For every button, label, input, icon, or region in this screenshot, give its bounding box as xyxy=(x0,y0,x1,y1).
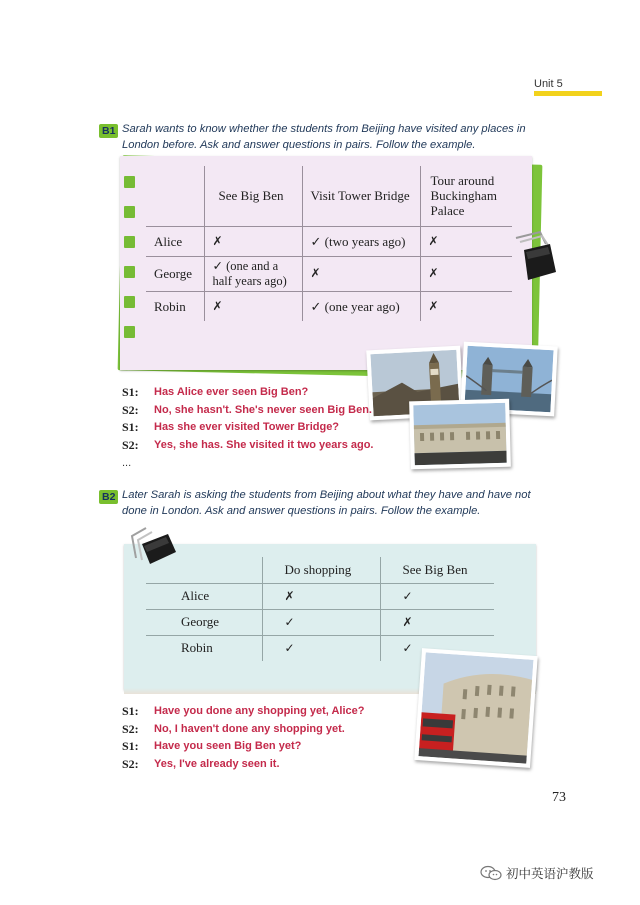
cell-value: ✓ (two years ago) xyxy=(302,226,420,256)
cell-value: ✓ xyxy=(380,635,494,661)
b1-table xyxy=(146,166,512,321)
header-see-big-ben: See Big Ben xyxy=(204,166,302,226)
table-header-row xyxy=(146,166,512,226)
cell-value: ✓ (one and a half years ago) xyxy=(204,256,302,291)
header-visit-tower-bridge: Visit Tower Bridge xyxy=(302,166,420,226)
row-name: George xyxy=(146,256,204,291)
row-name: George xyxy=(146,609,262,635)
dialogue-text: No, she hasn't. She's never seen Big Ben. xyxy=(154,403,372,416)
header-cell-empty xyxy=(146,166,204,226)
speaker-label: S2: xyxy=(122,437,139,452)
dialogue-line xyxy=(122,703,364,721)
b1-instruction-line1: Sarah wants to know whether the students from Beijing have visited any places in xyxy=(122,123,526,135)
dialogue-text: Have you seen Big Ben yet? xyxy=(154,740,302,752)
header-do-shopping: Do shopping xyxy=(262,557,380,583)
cell-value: ✗ xyxy=(420,291,512,321)
b2-badge: B2 xyxy=(99,490,118,504)
row-name: Robin xyxy=(146,291,204,321)
cell-value: ✗ xyxy=(380,609,494,635)
header-tour-buckingham-palace: Tour around Buckingham Palace xyxy=(420,166,512,226)
table-row xyxy=(146,256,512,291)
b1-badge: B1 xyxy=(99,124,118,138)
photo-regent-street xyxy=(414,648,538,768)
table-row xyxy=(146,291,512,321)
speaker-label: S2: xyxy=(122,721,139,736)
dialogue-line xyxy=(122,738,364,756)
table-row xyxy=(146,583,494,609)
speaker-label: S2: xyxy=(122,756,139,771)
binder-tab xyxy=(124,206,135,218)
row-name: Robin xyxy=(146,635,262,661)
table-row xyxy=(146,609,494,635)
dialogue-line xyxy=(122,419,373,437)
dialogue-line xyxy=(122,721,364,739)
b2-dialogue xyxy=(122,703,364,773)
binder-tab xyxy=(124,296,135,308)
speaker-label: S1: xyxy=(122,420,139,434)
cell-value: ✓ xyxy=(262,635,380,661)
b2-table xyxy=(146,557,494,661)
page-number: 73 xyxy=(552,790,566,805)
dialogue-text: Has Alice ever seen Big Ben? xyxy=(154,386,309,398)
cell-value: ✓ xyxy=(262,609,380,635)
cell-value: ✗ xyxy=(420,226,512,256)
dialogue-ellipsis: ... xyxy=(122,457,132,469)
b1-instruction xyxy=(122,121,526,153)
b2-instruction xyxy=(122,487,531,519)
unit-label: Unit 5 xyxy=(534,78,563,90)
table-header-row xyxy=(146,557,494,583)
cell-value: ✗ xyxy=(204,226,302,256)
dialogue-line xyxy=(122,756,364,774)
speaker-label: S1: xyxy=(122,739,139,753)
binder-tab xyxy=(124,266,135,278)
wechat-icon xyxy=(480,865,502,881)
binder-tab xyxy=(124,236,135,248)
cell-value: ✗ xyxy=(302,256,420,291)
dialogue-text: Have you done any shopping yet, Alice? xyxy=(154,705,365,717)
watermark xyxy=(480,864,594,882)
cell-value: ✗ xyxy=(262,583,380,609)
row-name: Alice xyxy=(146,226,204,256)
b2-instruction-line1: Later Sarah is asking the students from Beijing about what they have and have not xyxy=(122,489,531,501)
unit-underline xyxy=(534,91,602,96)
b1-dialogue xyxy=(122,384,373,454)
dialogue-line xyxy=(122,402,373,420)
dialogue-line xyxy=(122,384,373,402)
watermark-text: 初中英语沪教版 xyxy=(506,866,594,881)
cell-value: ✗ xyxy=(204,291,302,321)
binder-tab xyxy=(124,326,135,338)
b2-instruction-line2: done in London. Ask and answer questions in pairs. Follow the example. xyxy=(122,505,481,517)
dialogue-line xyxy=(122,437,373,455)
row-name: Alice xyxy=(146,583,262,609)
speaker-label: S2: xyxy=(122,402,139,417)
dialogue-text: Has she ever visited Tower Bridge? xyxy=(154,421,340,433)
cell-value: ✗ xyxy=(420,256,512,291)
cell-value: ✓ (one year ago) xyxy=(302,291,420,321)
dialogue-text: Yes, she has. She visited it two years ago. xyxy=(154,438,374,451)
table-row xyxy=(146,226,512,256)
b1-instruction-line2: London before. Ask and answer questions in pairs. Follow the example. xyxy=(122,139,476,151)
cell-value: ✓ xyxy=(380,583,494,609)
dialogue-text: Yes, I've already seen it. xyxy=(154,757,280,770)
speaker-label: S1: xyxy=(122,704,139,718)
binder-tab xyxy=(124,176,135,188)
dialogue-text: No, I haven't done any shopping yet. xyxy=(154,722,345,735)
header-cell-empty xyxy=(146,557,262,583)
photo-buckingham-palace xyxy=(409,399,511,470)
header-see-big-ben: See Big Ben xyxy=(380,557,494,583)
speaker-label: S1: xyxy=(122,385,139,399)
binder-clip-icon xyxy=(510,228,560,284)
